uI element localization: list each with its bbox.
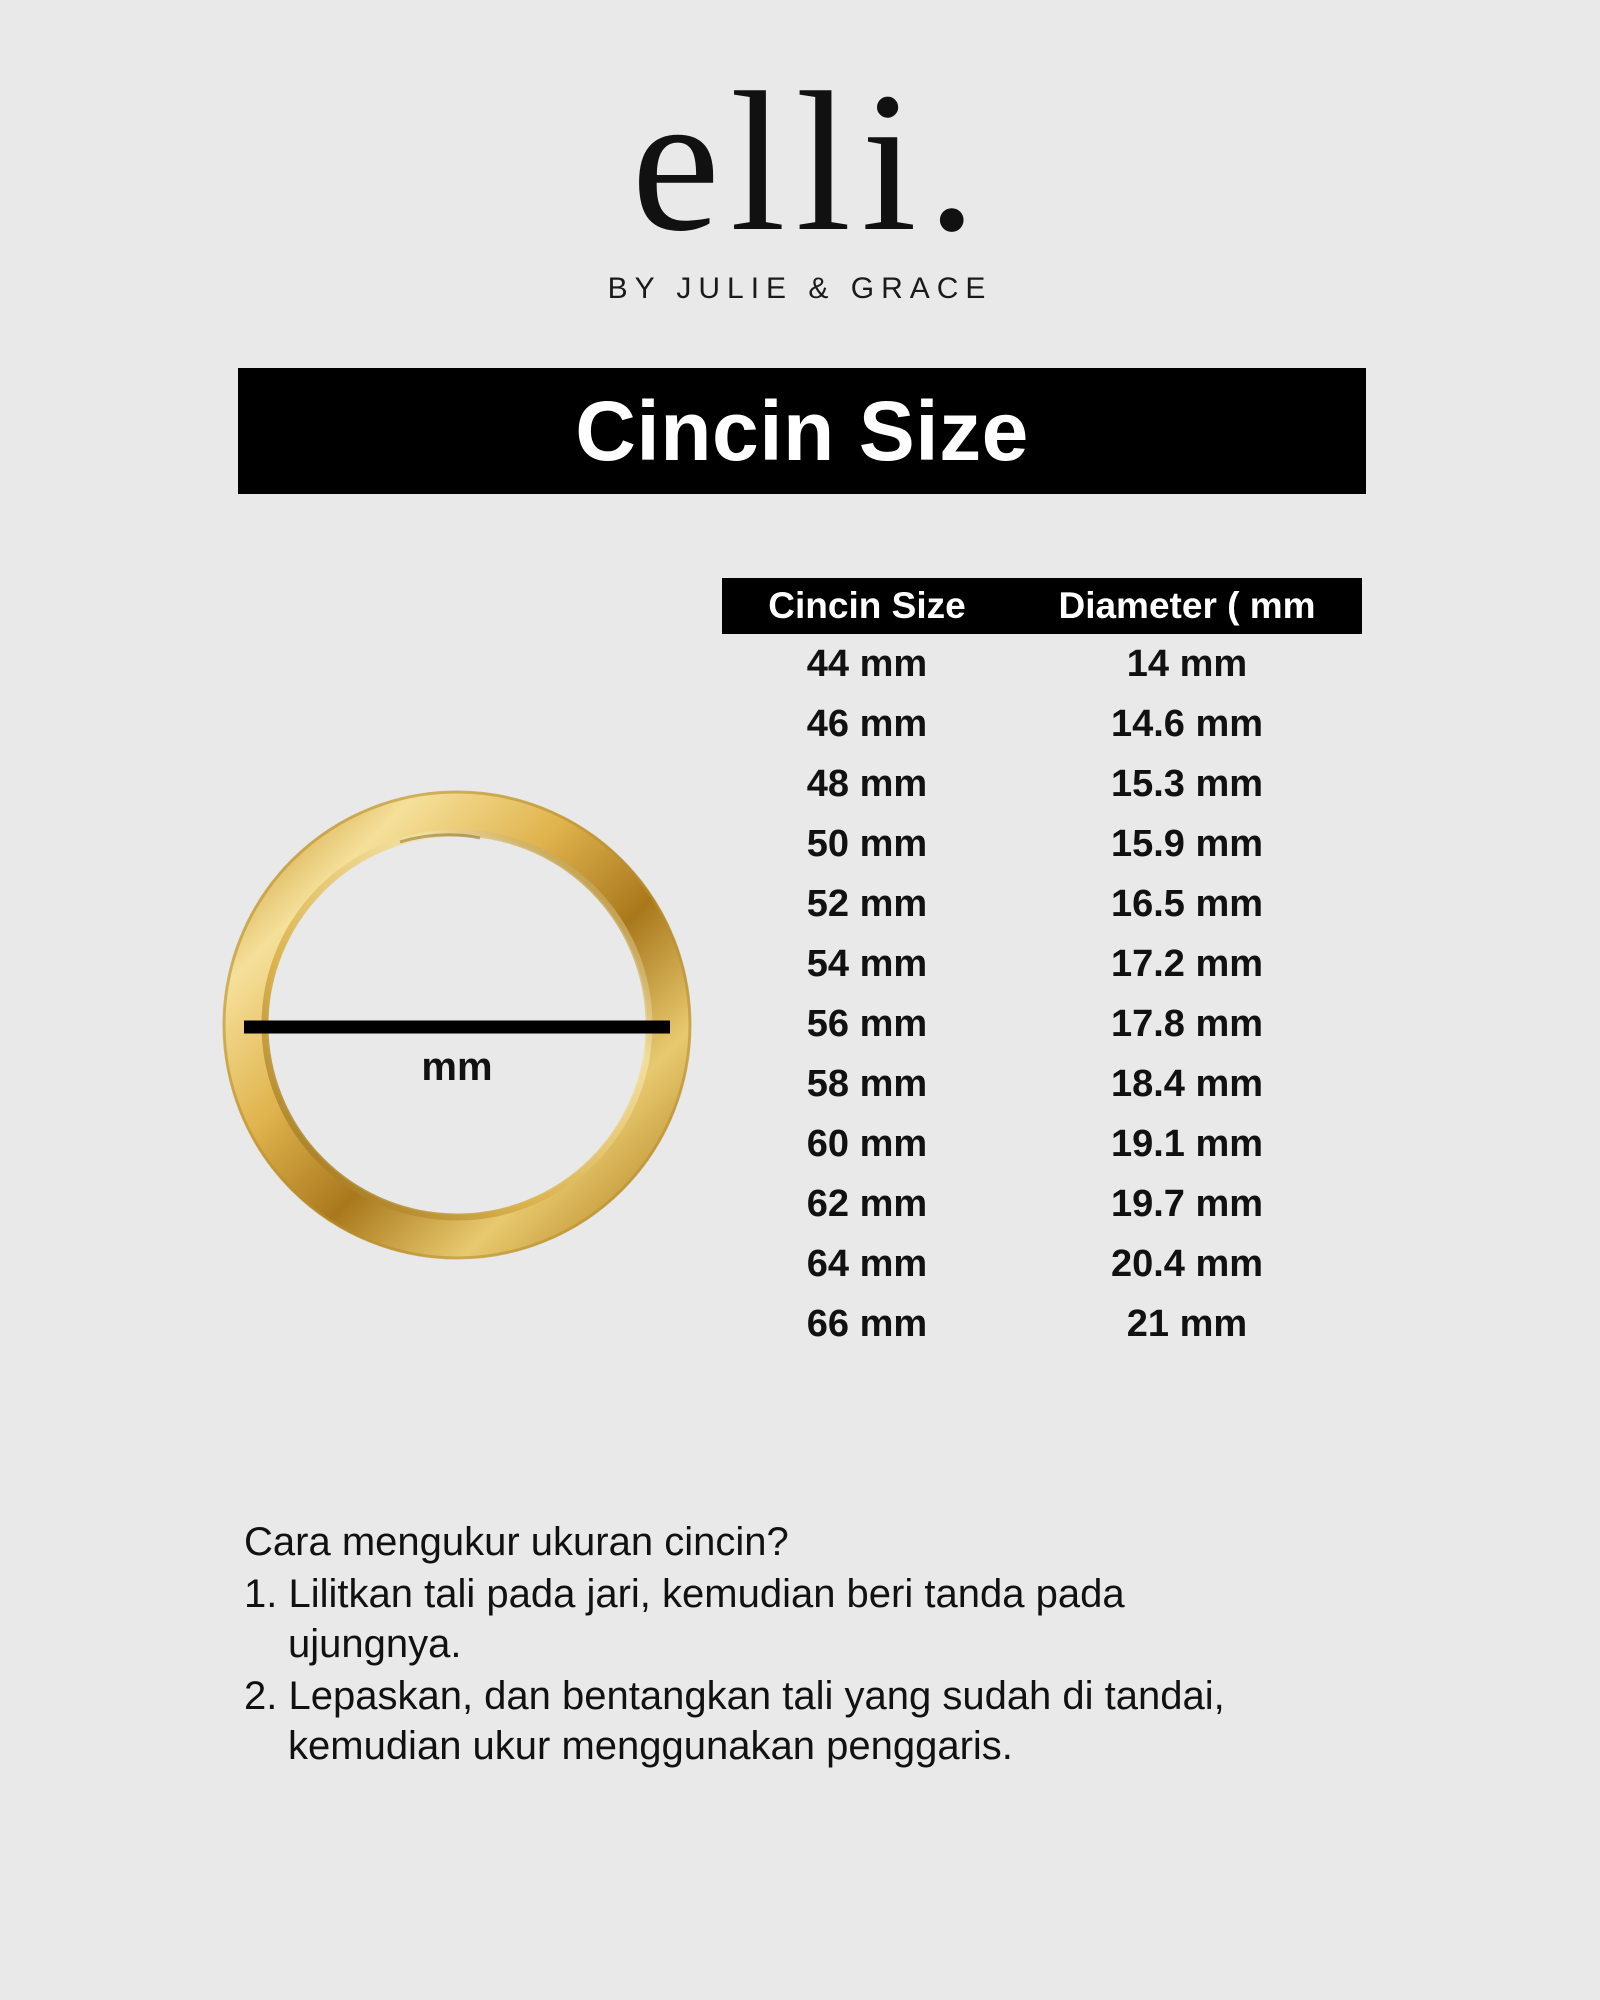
ring-graphic [222, 790, 692, 1260]
table-row [722, 814, 1362, 874]
size-table [722, 578, 1362, 1354]
table-header-row [722, 578, 1362, 634]
cell-size: 48 mm [806, 762, 928, 805]
cell-size: 56 mm [806, 1002, 928, 1045]
table-row [722, 1234, 1362, 1294]
cell-diameter: 19.7 mm [1110, 1182, 1264, 1225]
table-header-cincin-size: Cincin Size [768, 585, 966, 626]
instruction-step-1-line2: ujungnya. [288, 1622, 462, 1666]
instruction-step-1-line1: 1. Lilitkan tali pada jari, kemudian beri tanda pada [244, 1572, 1125, 1616]
table-row [722, 694, 1362, 754]
brand-tagline: BY JULIE & GRACE [607, 272, 993, 305]
cell-diameter: 14 mm [1126, 642, 1248, 685]
instructions-title: Cara mengukur ukuran cincin? [244, 1520, 789, 1564]
cell-diameter: 15.9 mm [1110, 822, 1264, 865]
cell-size: 60 mm [806, 1122, 928, 1165]
instruction-step-1 [244, 1569, 1374, 1669]
table-row [722, 634, 1362, 694]
cell-size: 50 mm [806, 822, 928, 865]
brand-block [0, 52, 1600, 306]
cell-size: 52 mm [806, 882, 928, 925]
table-row [722, 1294, 1362, 1354]
table-row [722, 994, 1362, 1054]
cell-size: 46 mm [806, 702, 928, 745]
table-row [722, 754, 1362, 814]
cell-size: 58 mm [806, 1062, 928, 1105]
instruction-step-2-line1: 2. Lepaskan, dan bentangkan tali yang sudah di tandai, [244, 1674, 1225, 1718]
cell-size: 62 mm [806, 1182, 928, 1225]
cell-diameter: 16.5 mm [1110, 882, 1264, 925]
instruction-step-2 [244, 1671, 1374, 1771]
table-row [722, 1174, 1362, 1234]
cell-size: 66 mm [806, 1302, 928, 1345]
cell-diameter: 17.2 mm [1110, 942, 1264, 985]
cell-size: 44 mm [806, 642, 928, 685]
table-row [722, 1114, 1362, 1174]
table-row [722, 874, 1362, 934]
instruction-step-2-line2: kemudian ukur menggunakan penggaris. [288, 1724, 1013, 1768]
table-row [722, 934, 1362, 994]
instructions-block [244, 1520, 1374, 1771]
brand-logo-text: elli. [631, 52, 987, 273]
page-title: Cincin Size [575, 383, 1029, 478]
ring-measure-label: mm [421, 1045, 493, 1089]
cell-diameter: 17.8 mm [1110, 1002, 1264, 1045]
page-title-bar [238, 368, 1366, 494]
ring-illustration [222, 790, 692, 1260]
table-header-diameter: Diameter ( mm [1058, 585, 1316, 626]
cell-diameter: 15.3 mm [1110, 762, 1264, 805]
table-row [722, 1054, 1362, 1114]
cell-size: 64 mm [806, 1242, 928, 1285]
cell-diameter: 14.6 mm [1110, 702, 1264, 745]
cell-diameter: 19.1 mm [1110, 1122, 1264, 1165]
cell-size: 54 mm [806, 942, 928, 985]
cell-diameter: 18.4 mm [1110, 1062, 1264, 1105]
cell-diameter: 21 mm [1126, 1302, 1248, 1345]
cell-diameter: 20.4 mm [1110, 1242, 1264, 1285]
